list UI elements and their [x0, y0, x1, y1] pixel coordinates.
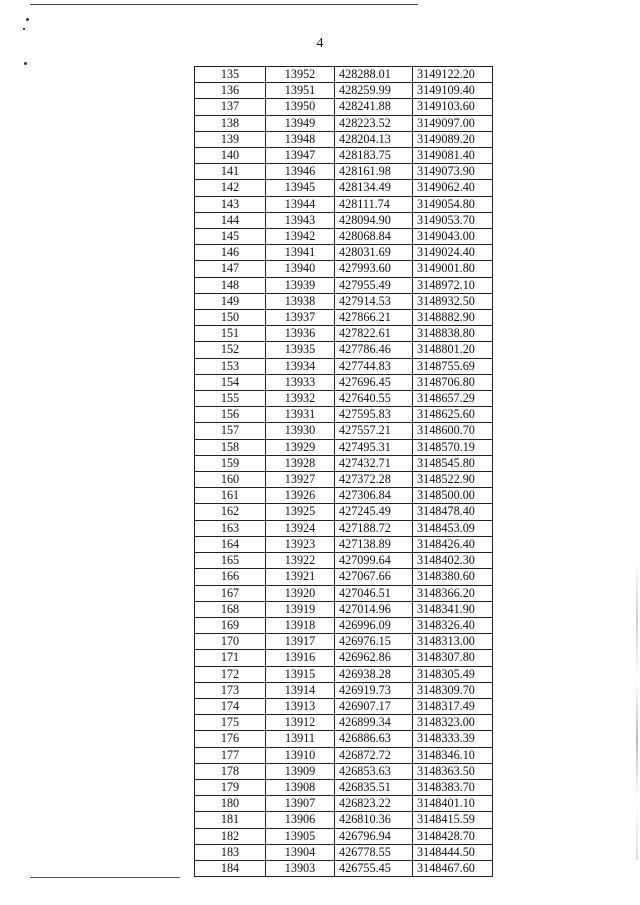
row-number-cell: 142 — [195, 180, 266, 196]
point-id-cell: 13946 — [266, 164, 335, 180]
table-row — [195, 520, 493, 536]
row-number-cell: 152 — [195, 342, 266, 358]
table-row — [195, 261, 493, 277]
row-number-cell: 168 — [195, 601, 266, 617]
x-coordinate-cell: 428094.90 — [335, 212, 413, 228]
y-coordinate-cell: 3148467.60 — [413, 860, 493, 876]
x-coordinate-cell: 428241.88 — [335, 99, 413, 115]
point-id-cell: 13930 — [266, 423, 335, 439]
point-id-cell: 13935 — [266, 342, 335, 358]
row-number-cell: 159 — [195, 455, 266, 471]
y-coordinate-cell: 3148415.59 — [413, 812, 493, 828]
row-number-cell: 170 — [195, 634, 266, 650]
scan-mark — [24, 62, 27, 65]
row-number-cell: 140 — [195, 148, 266, 164]
row-number-cell: 157 — [195, 423, 266, 439]
x-coordinate-cell: 426872.72 — [335, 747, 413, 763]
y-coordinate-cell: 3148383.70 — [413, 779, 493, 795]
point-id-cell: 13914 — [266, 682, 335, 698]
point-id-cell: 13926 — [266, 488, 335, 504]
point-id-cell: 13912 — [266, 715, 335, 731]
y-coordinate-cell: 3148706.80 — [413, 374, 493, 390]
row-number-cell: 143 — [195, 196, 266, 212]
point-id-cell: 13924 — [266, 520, 335, 536]
x-coordinate-cell: 428134.49 — [335, 180, 413, 196]
x-coordinate-cell: 427495.31 — [335, 439, 413, 455]
row-number-cell: 178 — [195, 763, 266, 779]
row-number-cell: 182 — [195, 828, 266, 844]
x-coordinate-cell: 426810.36 — [335, 812, 413, 828]
y-coordinate-cell: 3149122.20 — [413, 67, 493, 83]
row-number-cell: 179 — [195, 779, 266, 795]
row-number-cell: 163 — [195, 520, 266, 536]
point-id-cell: 13913 — [266, 698, 335, 714]
y-coordinate-cell: 3148600.70 — [413, 423, 493, 439]
table-row — [195, 569, 493, 585]
row-number-cell: 181 — [195, 812, 266, 828]
point-id-cell: 13928 — [266, 455, 335, 471]
table-row — [195, 488, 493, 504]
x-coordinate-cell: 426976.15 — [335, 634, 413, 650]
point-id-cell: 13943 — [266, 212, 335, 228]
point-id-cell: 13948 — [266, 131, 335, 147]
row-number-cell: 162 — [195, 504, 266, 520]
table-row — [195, 536, 493, 552]
row-number-cell: 154 — [195, 374, 266, 390]
point-id-cell: 13916 — [266, 650, 335, 666]
y-coordinate-cell: 3148341.90 — [413, 601, 493, 617]
table-row — [195, 164, 493, 180]
y-coordinate-cell: 3148317.49 — [413, 698, 493, 714]
y-coordinate-cell: 3148313.00 — [413, 634, 493, 650]
point-id-cell: 13908 — [266, 779, 335, 795]
point-id-cell: 13931 — [266, 407, 335, 423]
point-id-cell: 13904 — [266, 844, 335, 860]
y-coordinate-cell: 3148478.40 — [413, 504, 493, 520]
x-coordinate-cell: 427099.64 — [335, 553, 413, 569]
table-row — [195, 796, 493, 812]
point-id-cell: 13905 — [266, 828, 335, 844]
row-number-cell: 160 — [195, 472, 266, 488]
x-coordinate-cell: 427866.21 — [335, 310, 413, 326]
table-row — [195, 634, 493, 650]
table-row — [195, 455, 493, 471]
x-coordinate-cell: 426919.73 — [335, 682, 413, 698]
table-row — [195, 196, 493, 212]
x-coordinate-cell: 428031.69 — [335, 245, 413, 261]
point-id-cell: 13907 — [266, 796, 335, 812]
x-coordinate-cell: 427432.71 — [335, 455, 413, 471]
table-row — [195, 650, 493, 666]
point-id-cell: 13910 — [266, 747, 335, 763]
top-rule — [30, 4, 418, 5]
table-row — [195, 115, 493, 131]
y-coordinate-cell: 3148307.80 — [413, 650, 493, 666]
row-number-cell: 144 — [195, 212, 266, 228]
point-id-cell: 13903 — [266, 860, 335, 876]
bottom-rule — [30, 877, 180, 878]
point-id-cell: 13927 — [266, 472, 335, 488]
x-coordinate-cell: 428223.52 — [335, 115, 413, 131]
table-row — [195, 601, 493, 617]
table-row — [195, 698, 493, 714]
point-id-cell: 13906 — [266, 812, 335, 828]
y-coordinate-cell: 3149103.60 — [413, 99, 493, 115]
table-row — [195, 585, 493, 601]
point-id-cell: 13921 — [266, 569, 335, 585]
table-row — [195, 277, 493, 293]
y-coordinate-cell: 3148428.70 — [413, 828, 493, 844]
y-coordinate-cell: 3149109.40 — [413, 83, 493, 99]
table-row — [195, 666, 493, 682]
x-coordinate-cell: 427696.45 — [335, 374, 413, 390]
row-number-cell: 147 — [195, 261, 266, 277]
y-coordinate-cell: 3148326.40 — [413, 617, 493, 633]
y-coordinate-cell: 3149024.40 — [413, 245, 493, 261]
table-row — [195, 844, 493, 860]
row-number-cell: 150 — [195, 310, 266, 326]
row-number-cell: 145 — [195, 229, 266, 245]
point-id-cell: 13947 — [266, 148, 335, 164]
table-row — [195, 99, 493, 115]
x-coordinate-cell: 428183.75 — [335, 148, 413, 164]
table-row — [195, 358, 493, 374]
row-number-cell: 164 — [195, 536, 266, 552]
x-coordinate-cell: 427046.51 — [335, 585, 413, 601]
point-id-cell: 13919 — [266, 601, 335, 617]
y-coordinate-cell: 3148333.39 — [413, 731, 493, 747]
point-id-cell: 13909 — [266, 763, 335, 779]
table-row — [195, 310, 493, 326]
point-id-cell: 13940 — [266, 261, 335, 277]
row-number-cell: 184 — [195, 860, 266, 876]
row-number-cell: 138 — [195, 115, 266, 131]
y-coordinate-cell: 3148366.20 — [413, 585, 493, 601]
y-coordinate-cell: 3148570.19 — [413, 439, 493, 455]
table-row — [195, 180, 493, 196]
table-row — [195, 67, 493, 83]
table-row — [195, 617, 493, 633]
point-id-cell: 13915 — [266, 666, 335, 682]
y-coordinate-cell: 3148305.49 — [413, 666, 493, 682]
table-row — [195, 553, 493, 569]
table-row — [195, 83, 493, 99]
point-id-cell: 13952 — [266, 67, 335, 83]
y-coordinate-cell: 3148500.00 — [413, 488, 493, 504]
x-coordinate-cell: 428161.98 — [335, 164, 413, 180]
row-number-cell: 166 — [195, 569, 266, 585]
row-number-cell: 136 — [195, 83, 266, 99]
point-id-cell: 13949 — [266, 115, 335, 131]
table-row — [195, 407, 493, 423]
table-row — [195, 423, 493, 439]
y-coordinate-cell: 3149054.80 — [413, 196, 493, 212]
row-number-cell: 158 — [195, 439, 266, 455]
point-id-cell: 13918 — [266, 617, 335, 633]
table-row — [195, 763, 493, 779]
table-row — [195, 472, 493, 488]
point-id-cell: 13936 — [266, 326, 335, 342]
table-row — [195, 828, 493, 844]
table-row — [195, 504, 493, 520]
table-row — [195, 212, 493, 228]
y-coordinate-cell: 3148755.69 — [413, 358, 493, 374]
x-coordinate-cell: 426907.17 — [335, 698, 413, 714]
x-coordinate-cell: 427067.66 — [335, 569, 413, 585]
y-coordinate-cell: 3148401.10 — [413, 796, 493, 812]
y-coordinate-cell: 3149053.70 — [413, 212, 493, 228]
x-coordinate-cell: 428288.01 — [335, 67, 413, 83]
x-coordinate-cell: 428259.99 — [335, 83, 413, 99]
y-coordinate-cell: 3148346.10 — [413, 747, 493, 763]
x-coordinate-cell: 427014.96 — [335, 601, 413, 617]
y-coordinate-cell: 3148444.50 — [413, 844, 493, 860]
x-coordinate-cell: 426938.28 — [335, 666, 413, 682]
y-coordinate-cell: 3148453.09 — [413, 520, 493, 536]
x-coordinate-cell: 426796.94 — [335, 828, 413, 844]
point-id-cell: 13937 — [266, 310, 335, 326]
table-row — [195, 229, 493, 245]
y-coordinate-cell: 3148932.50 — [413, 293, 493, 309]
row-number-cell: 174 — [195, 698, 266, 714]
y-coordinate-cell: 3148657.29 — [413, 391, 493, 407]
y-coordinate-cell: 3149089.20 — [413, 131, 493, 147]
row-number-cell: 161 — [195, 488, 266, 504]
x-coordinate-cell: 427914.53 — [335, 293, 413, 309]
y-coordinate-cell: 3148380.60 — [413, 569, 493, 585]
point-id-cell: 13911 — [266, 731, 335, 747]
point-id-cell: 13920 — [266, 585, 335, 601]
row-number-cell: 180 — [195, 796, 266, 812]
table-row — [195, 439, 493, 455]
row-number-cell: 149 — [195, 293, 266, 309]
x-coordinate-cell: 426996.09 — [335, 617, 413, 633]
x-coordinate-cell: 427955.49 — [335, 277, 413, 293]
point-id-cell: 13929 — [266, 439, 335, 455]
table-row — [195, 342, 493, 358]
point-id-cell: 13932 — [266, 391, 335, 407]
row-number-cell: 137 — [195, 99, 266, 115]
scan-edge — [636, 560, 638, 860]
row-number-cell: 177 — [195, 747, 266, 763]
table-row — [195, 131, 493, 147]
y-coordinate-cell: 3149073.90 — [413, 164, 493, 180]
table-row — [195, 812, 493, 828]
y-coordinate-cell: 3148363.50 — [413, 763, 493, 779]
x-coordinate-cell: 427245.49 — [335, 504, 413, 520]
point-id-cell: 13933 — [266, 374, 335, 390]
y-coordinate-cell: 3148522.90 — [413, 472, 493, 488]
x-coordinate-cell: 426835.51 — [335, 779, 413, 795]
table-row — [195, 293, 493, 309]
y-coordinate-cell: 3148838.80 — [413, 326, 493, 342]
y-coordinate-cell: 3148972.10 — [413, 277, 493, 293]
y-coordinate-cell: 3148323.00 — [413, 715, 493, 731]
table-row — [195, 148, 493, 164]
table-row — [195, 860, 493, 876]
x-coordinate-cell: 427306.84 — [335, 488, 413, 504]
table-row — [195, 374, 493, 390]
point-id-cell: 13944 — [266, 196, 335, 212]
x-coordinate-cell: 426899.34 — [335, 715, 413, 731]
row-number-cell: 141 — [195, 164, 266, 180]
x-coordinate-cell: 426778.55 — [335, 844, 413, 860]
table-row — [195, 245, 493, 261]
x-coordinate-cell: 428204.13 — [335, 131, 413, 147]
point-id-cell: 13934 — [266, 358, 335, 374]
x-coordinate-cell: 426886.63 — [335, 731, 413, 747]
x-coordinate-cell: 427138.89 — [335, 536, 413, 552]
point-id-cell: 13939 — [266, 277, 335, 293]
row-number-cell: 167 — [195, 585, 266, 601]
x-coordinate-cell: 427188.72 — [335, 520, 413, 536]
row-number-cell: 173 — [195, 682, 266, 698]
row-number-cell: 175 — [195, 715, 266, 731]
x-coordinate-cell: 427744.83 — [335, 358, 413, 374]
table-row — [195, 391, 493, 407]
y-coordinate-cell: 3149081.40 — [413, 148, 493, 164]
point-id-cell: 13950 — [266, 99, 335, 115]
y-coordinate-cell: 3149062.40 — [413, 180, 493, 196]
y-coordinate-cell: 3149043.00 — [413, 229, 493, 245]
scan-mark — [23, 28, 25, 30]
point-id-cell: 13945 — [266, 180, 335, 196]
coordinates-table — [194, 66, 493, 877]
y-coordinate-cell: 3148545.80 — [413, 455, 493, 471]
x-coordinate-cell: 427993.60 — [335, 261, 413, 277]
y-coordinate-cell: 3148426.40 — [413, 536, 493, 552]
x-coordinate-cell: 426755.45 — [335, 860, 413, 876]
x-coordinate-cell: 428111.74 — [335, 196, 413, 212]
table-row — [195, 731, 493, 747]
x-coordinate-cell: 427822.61 — [335, 326, 413, 342]
y-coordinate-cell: 3148402.30 — [413, 553, 493, 569]
table-row — [195, 747, 493, 763]
row-number-cell: 165 — [195, 553, 266, 569]
point-id-cell: 13941 — [266, 245, 335, 261]
y-coordinate-cell: 3148801.20 — [413, 342, 493, 358]
row-number-cell: 155 — [195, 391, 266, 407]
point-id-cell: 13951 — [266, 83, 335, 99]
x-coordinate-cell: 426962.86 — [335, 650, 413, 666]
point-id-cell: 13922 — [266, 553, 335, 569]
x-coordinate-cell: 427372.28 — [335, 472, 413, 488]
point-id-cell: 13923 — [266, 536, 335, 552]
row-number-cell: 171 — [195, 650, 266, 666]
row-number-cell: 153 — [195, 358, 266, 374]
x-coordinate-cell: 426853.63 — [335, 763, 413, 779]
x-coordinate-cell: 428068.84 — [335, 229, 413, 245]
x-coordinate-cell: 426823.22 — [335, 796, 413, 812]
y-coordinate-cell: 3148625.60 — [413, 407, 493, 423]
point-id-cell: 13938 — [266, 293, 335, 309]
y-coordinate-cell: 3149097.00 — [413, 115, 493, 131]
y-coordinate-cell: 3149001.80 — [413, 261, 493, 277]
point-id-cell: 13942 — [266, 229, 335, 245]
table-row — [195, 682, 493, 698]
row-number-cell: 169 — [195, 617, 266, 633]
row-number-cell: 151 — [195, 326, 266, 342]
row-number-cell: 183 — [195, 844, 266, 860]
row-number-cell: 146 — [195, 245, 266, 261]
row-number-cell: 176 — [195, 731, 266, 747]
page-number: 4 — [316, 36, 324, 51]
table-row — [195, 779, 493, 795]
row-number-cell: 135 — [195, 67, 266, 83]
y-coordinate-cell: 3148882.90 — [413, 310, 493, 326]
table-row — [195, 326, 493, 342]
x-coordinate-cell: 427786.46 — [335, 342, 413, 358]
x-coordinate-cell: 427640.55 — [335, 391, 413, 407]
row-number-cell: 139 — [195, 131, 266, 147]
y-coordinate-cell: 3148309.70 — [413, 682, 493, 698]
row-number-cell: 172 — [195, 666, 266, 682]
point-id-cell: 13925 — [266, 504, 335, 520]
row-number-cell: 156 — [195, 407, 266, 423]
x-coordinate-cell: 427557.21 — [335, 423, 413, 439]
point-id-cell: 13917 — [266, 634, 335, 650]
table-row — [195, 715, 493, 731]
row-number-cell: 148 — [195, 277, 266, 293]
scan-mark — [26, 18, 29, 21]
x-coordinate-cell: 427595.83 — [335, 407, 413, 423]
coordinates-table-body — [195, 67, 493, 877]
